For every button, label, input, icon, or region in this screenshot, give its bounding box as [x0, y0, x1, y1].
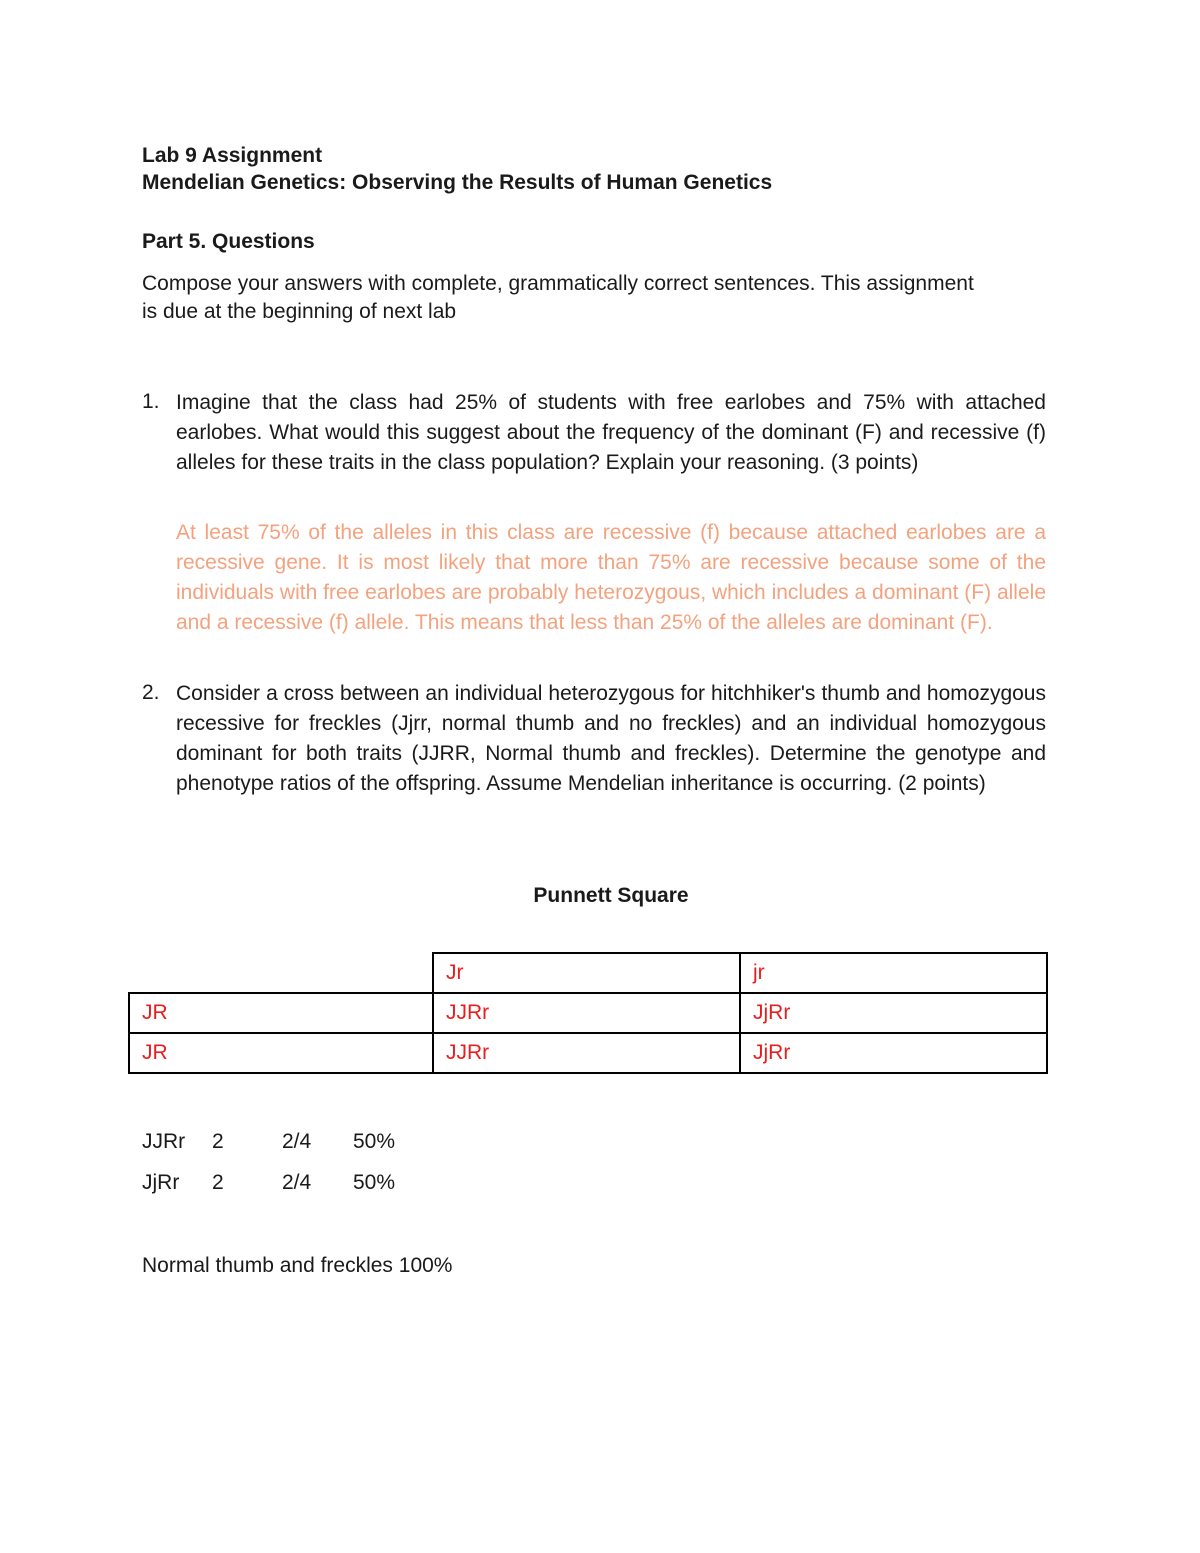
ratio-fraction: 2/4	[282, 1171, 312, 1194]
assignment-subtitle: Mendelian Genetics: Observing the Results of Human Genetics	[142, 171, 773, 194]
punnett-row	[129, 993, 1047, 1033]
ratio-percent: 50%	[353, 1130, 396, 1153]
punnett-col-header: jr	[740, 953, 1047, 993]
punnett-header-row	[129, 953, 1047, 993]
question-1-text: Imagine that the class had 25% of students with free earlobes and 75% with attached earlobes. What would this suggest about the frequency of the dominant (F) and recessive (f) alleles for these traits in the class population? Explain your reasoning. (3 points)	[176, 391, 1046, 474]
question-1-answer: At least 75% of the alleles in this class are recessive (f) because attached earlobes are a recessive gene. It is most likely that more than 75% are recessive because some of the individuals with free earlobes are probably heterozygous, which includes a dominant (F) allele and a recessive (f) allele. This means that less than 25% of the alleles are dominant (F).	[176, 521, 1046, 634]
question-2-number: 2.	[142, 681, 160, 704]
ratio-percent: 50%	[353, 1171, 396, 1194]
question-1-number: 1.	[142, 390, 160, 413]
lab-title: Lab 9 Assignment	[142, 144, 323, 167]
ratio-fraction: 2/4	[282, 1130, 312, 1153]
punnett-row-header: JR	[129, 993, 433, 1033]
phenotype-summary: Normal thumb and freckles 100%	[142, 1254, 453, 1277]
punnett-cell: JjRr	[740, 993, 1047, 1033]
punnett-row-header: JR	[129, 1033, 433, 1073]
ratio-count: 2	[212, 1171, 224, 1194]
punnett-cell: JjRr	[740, 1033, 1047, 1073]
punnett-cell: JJRr	[433, 1033, 740, 1073]
question-2-text: Consider a cross between an individual heterozygous for hitchhiker's thumb and homozygous recessive for freckles (Jjrr, normal thumb and no freckles) and an individual homozygous dominant for both traits (JJRR, Normal thumb and freckles). Determine the genotype and phenotype ratios of the offspring. Assume Mendelian inheritance is occurring. (2 points)	[176, 682, 1046, 795]
ratio-genotype: JJRr	[142, 1130, 186, 1153]
punnett-col-header: Jr	[433, 953, 740, 993]
punnett-cell: JJRr	[433, 993, 740, 1033]
section-title: Part 5. Questions	[142, 230, 315, 253]
punnett-title: Punnett Square	[533, 884, 689, 907]
ratio-genotype: JjRr	[142, 1171, 180, 1194]
ratio-count: 2	[212, 1130, 224, 1153]
instructions: Compose your answers with complete, grammatically correct sentences. This assignment is due at the beginning of next lab	[142, 272, 974, 323]
punnett-row	[129, 1033, 1047, 1073]
punnett-corner-cell	[129, 953, 433, 993]
punnett-square-table	[128, 952, 1048, 1074]
